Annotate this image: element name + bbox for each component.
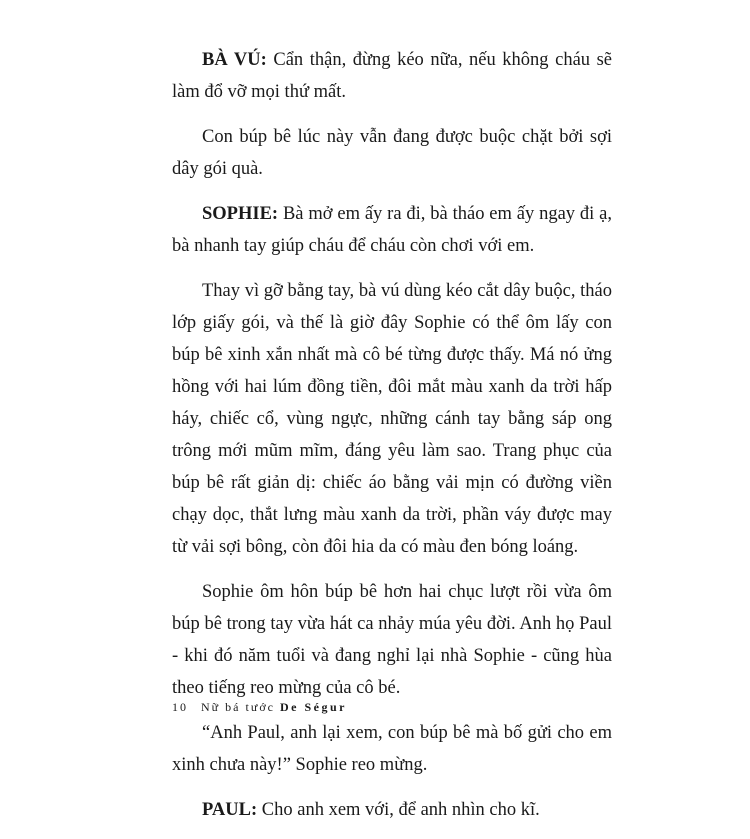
- paragraph-3: [172, 198, 612, 262]
- paragraph-text: “Anh Paul, anh lại xem, con búp bê mà bố gửi cho em xinh chưa này!” Sophie reo mừng.: [172, 723, 612, 775]
- paragraph-text: Con búp bê lúc này vẫn đang được buộc chặt bởi sợi dây gói quà.: [172, 127, 612, 179]
- speaker-label: BÀ VÚ:: [202, 50, 267, 70]
- paragraph-6: [172, 717, 612, 781]
- paragraph-text: Bà mở em ấy ra đi, bà tháo em ấy ngay đi ạ, bà nhanh tay giúp cháu để cháu còn chơi với em.: [172, 204, 612, 256]
- paragraph-5: [172, 576, 612, 704]
- footer-author: De Ségur: [280, 700, 348, 714]
- paragraph-text: Sophie ôm hôn búp bê hơn hai chục lượt rồi vừa ôm búp bê trong tay vừa hát ca nhảy múa yêu đời. Anh họ Paul - khi đó năm tuổi và đang nghỉ lại nhà Sophie - cũng hùa theo tiếng reo mừng của cô bé.: [172, 582, 612, 698]
- paragraph-text: Cho anh xem với, để anh nhìn cho kĩ.: [257, 800, 540, 820]
- paragraph-2: [172, 121, 612, 185]
- paragraph-7: [172, 794, 612, 826]
- footer-label: Nữ bá tước: [201, 700, 276, 714]
- paragraph-4: [172, 275, 612, 563]
- page-number: 10: [172, 700, 188, 714]
- speaker-label: PAUL:: [202, 800, 258, 820]
- paragraph-text: Cẩn thận, đừng kéo nữa, nếu không cháu sẽ làm đổ vỡ mọi thứ mất.: [172, 50, 613, 102]
- page-footer: [172, 700, 347, 715]
- body-text: [172, 44, 612, 839]
- paragraph-1: [172, 44, 612, 108]
- paragraph-text: Thay vì gỡ bằng tay, bà vú dùng kéo cắt dây buộc, tháo lớp giấy gói, và thế là giờ đây Sophie có thể ôm lấy con búp bê xinh xắn nhất mà cô bé từng được thấy. Má nó ửng hồng với hai lúm đồng tiền, đôi mắt màu xanh da trời hấp háy, chiếc cổ, vùng ngực, những cánh tay bằng sáp ong trông mới mũm mĩm, đáng yêu làm sao. Trang phục của búp bê rất giản dị: chiếc áo bằng vải mịn có đường viền chạy dọc, thắt lưng màu xanh da trời, phần váy được may từ vải sợi bông, còn đôi hia da có màu đen bóng loáng.: [172, 281, 612, 557]
- speaker-label: SOPHIE:: [202, 204, 279, 224]
